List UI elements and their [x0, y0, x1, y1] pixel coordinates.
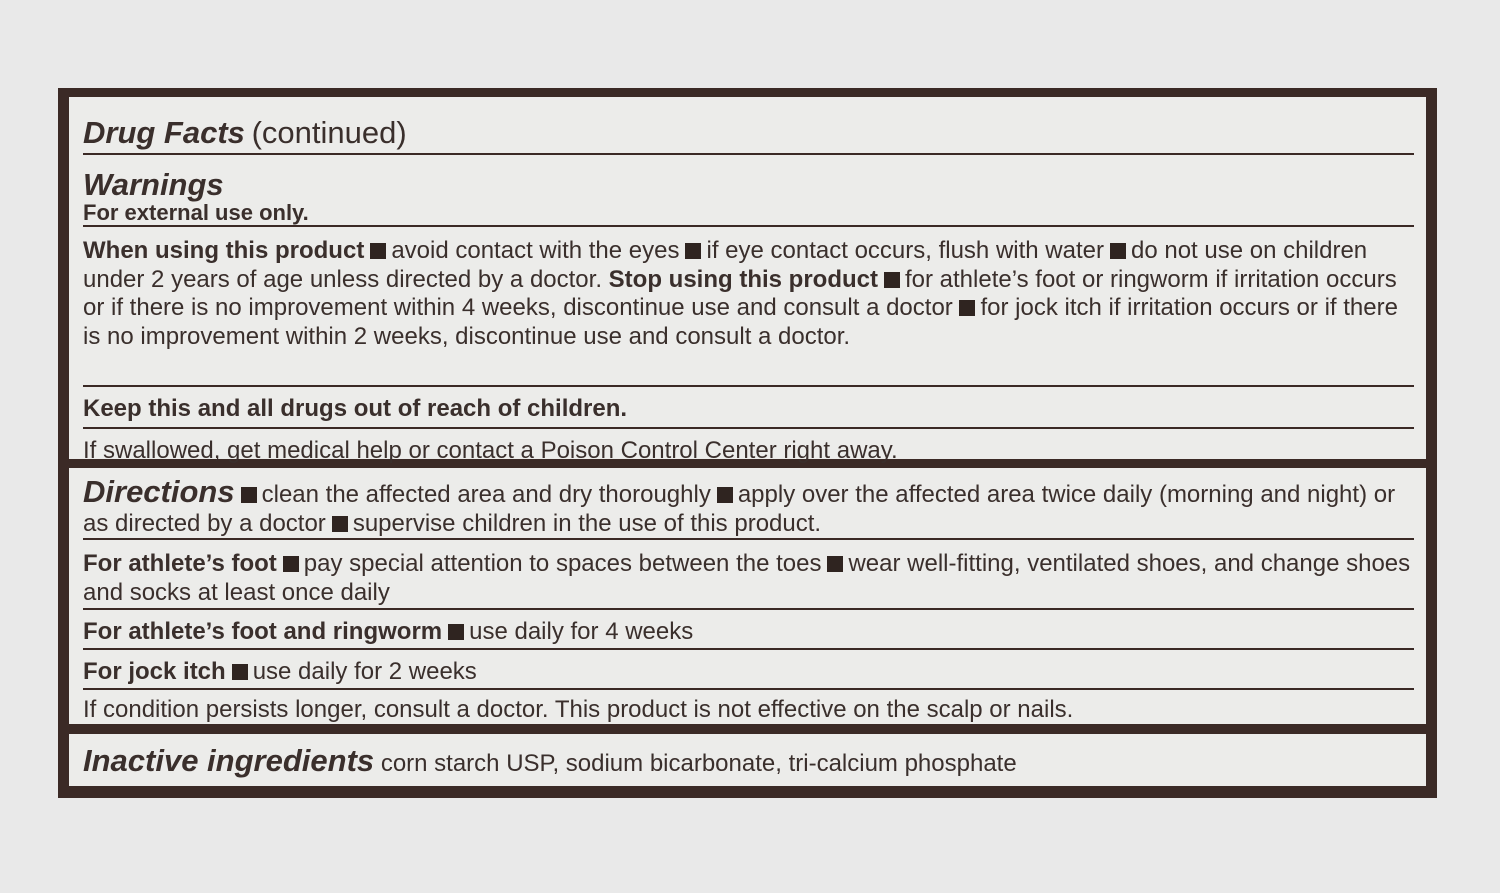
black-square-bullet-icon [884, 272, 900, 288]
inactive-ingredients-panel [69, 734, 1426, 786]
warnings-header-row [83, 169, 1414, 227]
directions-item-2: apply over the affected area twice daily (morning and night) or as directed by a doctor [83, 481, 1396, 537]
athletes-foot-label: For athlete’s foot [83, 550, 277, 577]
directions-item-1: clean the affected area and dry thoroughly [261, 481, 711, 508]
black-square-bullet-icon [332, 516, 348, 532]
black-square-bullet-icon [241, 487, 257, 503]
athletes-foot-row [83, 550, 1414, 610]
drug-facts-title: Drug Facts [83, 115, 245, 150]
ringworm-label: For athlete’s foot and ringworm [83, 618, 443, 645]
persists-row [83, 696, 1414, 724]
when-using-row [83, 237, 1414, 387]
athletes-foot-item-1: pay special attention to spaces between the toes [303, 550, 822, 577]
black-square-bullet-icon [283, 556, 299, 572]
directions-item-3: supervise children in the use of this product. [352, 509, 822, 537]
black-square-bullet-icon [232, 664, 248, 680]
drug-facts-header-row [83, 115, 1414, 155]
warnings-panel [69, 97, 1426, 464]
directions-heading: Directions [83, 474, 235, 509]
drug-facts-label [58, 88, 1437, 798]
jock-itch-row [83, 658, 1414, 690]
black-square-bullet-icon [1110, 243, 1126, 259]
black-square-bullet-icon [717, 487, 733, 503]
athletes-foot-item-2: wear well-fitting, ventilated shoes, and change shoes and socks at least once daily [83, 550, 1411, 606]
inactive-ingredients-heading: Inactive ingredients [83, 743, 375, 778]
when-using-item-3: do not use on children under 2 years of age unless directed by a doctor. [83, 237, 1368, 293]
jock-itch-item-1: use daily for 2 weeks [252, 658, 477, 685]
stop-using-item-2: for jock itch if irritation occurs or if there is no improvement within 2 weeks, discontinue use and consult a doctor. [83, 294, 1398, 350]
when-using-item-1: avoid contact with the eyes [391, 237, 680, 264]
keep-away-row [83, 395, 1414, 429]
persists-text: If condition persists longer, consult a doctor. This product is not effective on the scalp or nails. [83, 696, 1074, 723]
ringworm-item-1: use daily for 4 weeks [469, 618, 694, 645]
keep-away-text: Keep this and all drugs out of reach of children. [83, 395, 628, 422]
when-using-item-2: if eye contact occurs, flush with water [706, 237, 1104, 264]
swallowed-text: If swallowed, get medical help or contact a Poison Control Center right away. [83, 437, 898, 464]
inactive-ingredients-row [83, 744, 1414, 778]
ringworm-row [83, 618, 1414, 650]
black-square-bullet-icon [959, 300, 975, 316]
drug-facts-title-suffix: (continued) [251, 115, 407, 150]
inactive-ingredients-text: corn starch USP, sodium bicarbonate, tri-calcium phosphate [380, 750, 1017, 777]
swallowed-row [83, 437, 1414, 467]
stop-using-item-1: for athlete’s foot or ringworm if irritation occurs or if there is no improvement within 4 weeks, discontinue use and consult a doctor [83, 265, 1397, 321]
warnings-heading: Warnings [83, 167, 224, 202]
directions-panel [69, 468, 1426, 724]
external-use-text: For external use only. [83, 200, 309, 225]
jock-itch-label: For jock itch [83, 658, 226, 685]
directions-row [83, 474, 1414, 540]
when-using-label: When using this product [83, 237, 365, 264]
black-square-bullet-icon [827, 556, 843, 572]
black-square-bullet-icon [685, 243, 701, 259]
stop-using-label: Stop using this product [608, 265, 878, 293]
black-square-bullet-icon [448, 624, 464, 640]
black-square-bullet-icon [370, 243, 386, 259]
